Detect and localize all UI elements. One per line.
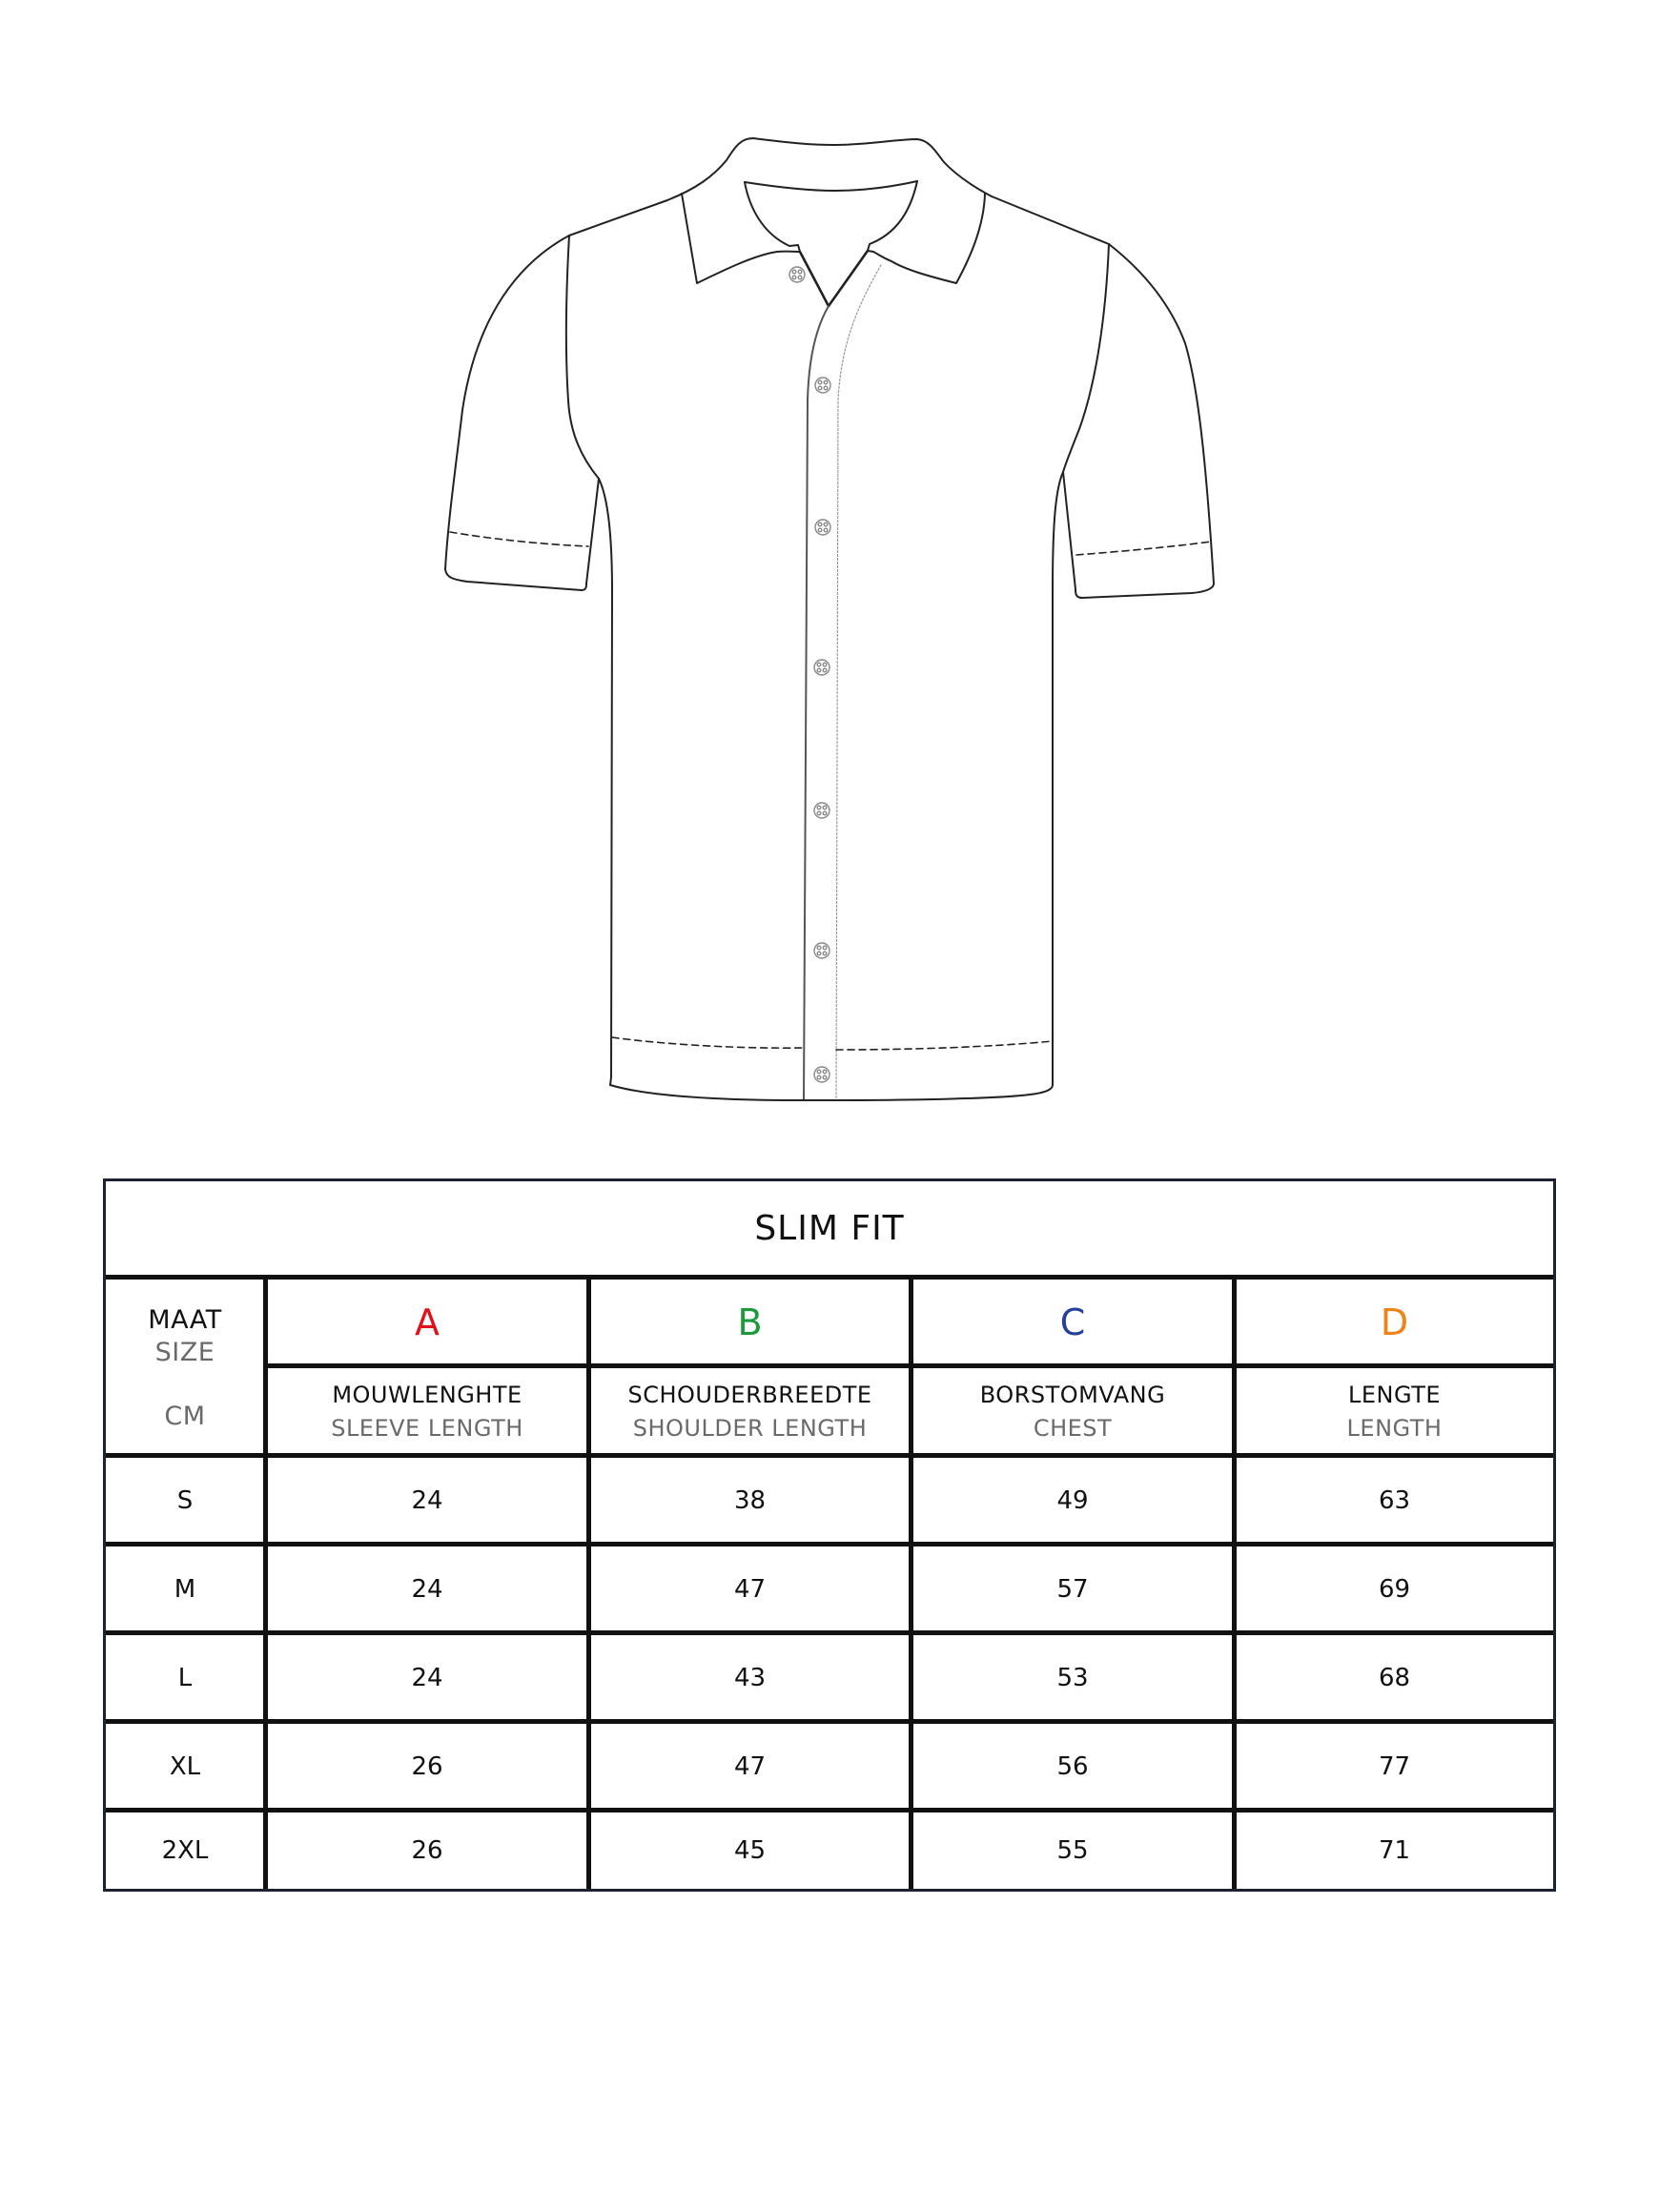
header-nl: MOUWLENGHTE bbox=[332, 1381, 522, 1408]
size-cell: S bbox=[176, 1486, 194, 1515]
button-icon bbox=[789, 267, 805, 282]
button-icon bbox=[814, 660, 830, 675]
left-sleeve bbox=[445, 236, 599, 590]
value-cell: 24 bbox=[411, 1664, 443, 1692]
column-letter-c bbox=[912, 1280, 1233, 1365]
value-cell: 24 bbox=[411, 1486, 443, 1515]
letter-b: B bbox=[737, 1301, 763, 1343]
left-shoulder-seam bbox=[569, 200, 667, 236]
header-nl: BORSTOMVANG bbox=[979, 1381, 1166, 1408]
grid-line bbox=[106, 1453, 1553, 1458]
left-sleeve-hem bbox=[450, 532, 588, 546]
header-en: SLEEVE LENGTH bbox=[331, 1414, 523, 1442]
letter-c: C bbox=[1059, 1301, 1086, 1343]
value-cell: 53 bbox=[1056, 1664, 1089, 1692]
size-header-cell bbox=[106, 1280, 264, 1455]
grid-line bbox=[106, 1808, 1553, 1813]
size-cell: XL bbox=[169, 1752, 201, 1781]
header-nl: SCHOUDERBREEDTE bbox=[627, 1381, 872, 1408]
value-cell: 26 bbox=[411, 1836, 443, 1865]
column-letter-b bbox=[590, 1280, 910, 1365]
header-en: CHEST bbox=[1033, 1414, 1113, 1442]
value-cell: 68 bbox=[1378, 1664, 1411, 1692]
value-cell: 56 bbox=[1056, 1752, 1089, 1781]
button-icon bbox=[814, 1067, 830, 1082]
size-header-en: SIZE bbox=[154, 1337, 215, 1367]
placket-edge bbox=[804, 306, 829, 1100]
table-title: SLIM FIT bbox=[106, 1181, 1553, 1280]
grid-line bbox=[106, 1630, 1553, 1635]
size-chart-table bbox=[103, 1178, 1556, 1892]
right-sleeve-hem bbox=[1076, 542, 1212, 555]
value-cell: 26 bbox=[411, 1752, 443, 1781]
value-cell: 38 bbox=[733, 1486, 767, 1515]
right-body-side bbox=[1053, 472, 1063, 1085]
right-shoulder-seam bbox=[992, 196, 1109, 244]
grid-line bbox=[266, 1363, 1553, 1368]
value-cell: 71 bbox=[1378, 1836, 1411, 1865]
letter-d: D bbox=[1380, 1301, 1409, 1343]
placket-seam bbox=[836, 265, 881, 1100]
value-cell: 45 bbox=[733, 1836, 767, 1865]
hem-bottom bbox=[610, 1085, 1053, 1100]
button-icon bbox=[815, 378, 830, 393]
column-header-sleeve bbox=[267, 1368, 587, 1455]
left-collar-leaf bbox=[682, 194, 800, 283]
hem-stitch-left bbox=[612, 1037, 804, 1048]
column-letter-a bbox=[267, 1280, 587, 1365]
grid-line bbox=[106, 1719, 1553, 1724]
value-cell: 69 bbox=[1378, 1575, 1411, 1604]
value-cell: 24 bbox=[411, 1575, 443, 1604]
value-cell: 55 bbox=[1056, 1836, 1089, 1865]
header-en: LENGTH bbox=[1346, 1414, 1443, 1442]
left-armhole bbox=[566, 236, 599, 479]
button-icon bbox=[814, 803, 830, 818]
right-collar-leaf bbox=[873, 194, 985, 283]
value-cell: 63 bbox=[1378, 1486, 1411, 1515]
size-cell: 2XL bbox=[161, 1836, 209, 1865]
buttons bbox=[789, 267, 830, 1082]
header-nl: LENGTE bbox=[1347, 1381, 1442, 1408]
grid-line bbox=[106, 1542, 1553, 1546]
right-armhole bbox=[1063, 244, 1109, 472]
column-letter-d bbox=[1236, 1280, 1553, 1365]
size-cell: M bbox=[174, 1575, 196, 1604]
header-en: SHOULDER LENGTH bbox=[632, 1414, 868, 1442]
inner-neck bbox=[745, 181, 917, 191]
v-neck bbox=[800, 252, 829, 306]
hem-stitch-right bbox=[836, 1041, 1053, 1050]
value-cell: 77 bbox=[1378, 1752, 1411, 1781]
column-header-length bbox=[1236, 1368, 1553, 1455]
value-cell: 57 bbox=[1056, 1575, 1089, 1604]
column-header-shoulder bbox=[590, 1368, 910, 1455]
column-header-chest bbox=[912, 1368, 1233, 1455]
button-icon bbox=[815, 520, 830, 535]
left-body-side bbox=[599, 479, 612, 1085]
letter-a: A bbox=[415, 1301, 440, 1343]
value-cell: 49 bbox=[1056, 1486, 1089, 1515]
value-cell: 47 bbox=[733, 1752, 767, 1781]
unit-label: CM bbox=[164, 1401, 206, 1431]
size-cell: L bbox=[177, 1664, 193, 1692]
size-header-nl: MAAT bbox=[148, 1304, 222, 1335]
value-cell: 43 bbox=[733, 1664, 767, 1692]
button-icon bbox=[814, 943, 830, 958]
value-cell: 47 bbox=[733, 1575, 767, 1604]
